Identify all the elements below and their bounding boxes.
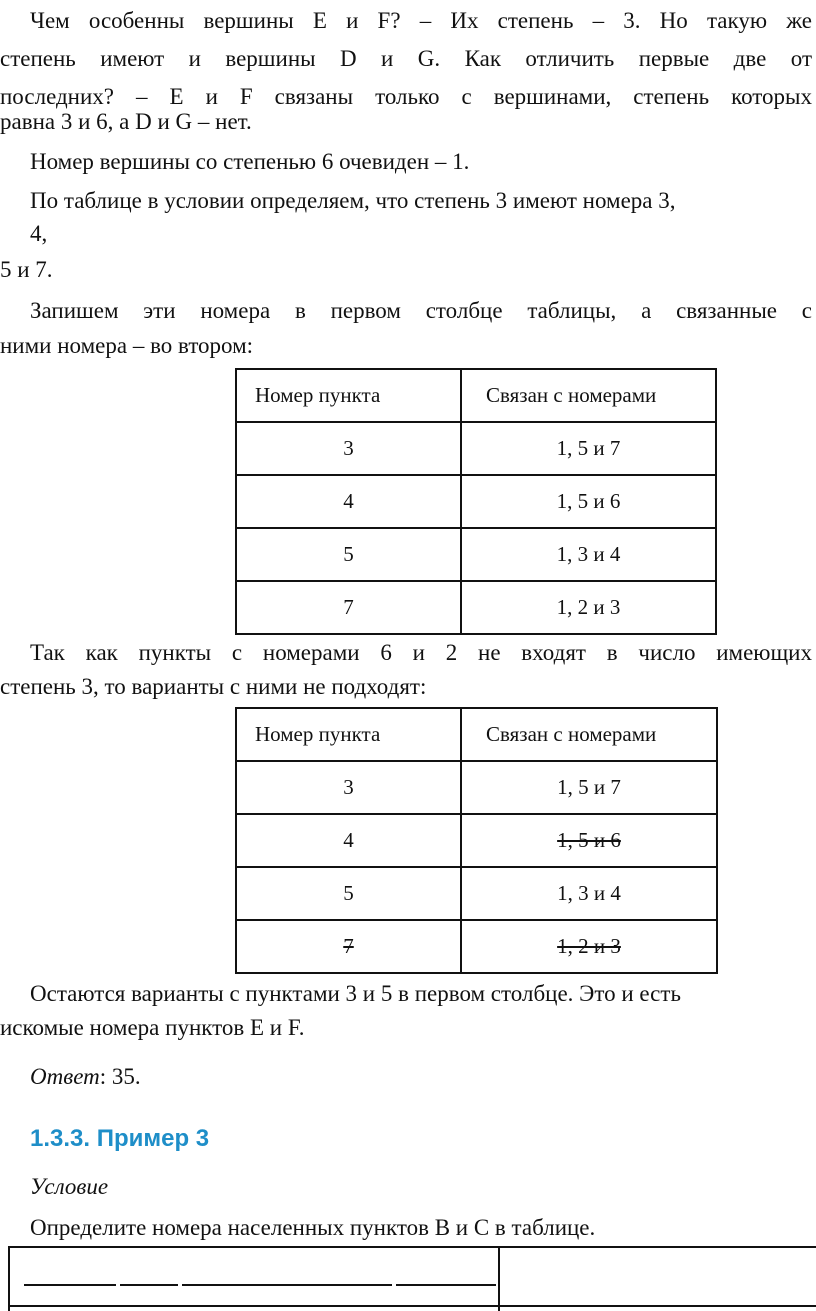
table-cell: 1, 2 и 3 (461, 581, 716, 634)
table-cell: 7 (236, 581, 461, 634)
answer-label: Ответ (30, 1064, 100, 1089)
table-bottom-border (10, 1305, 816, 1307)
table-cell: 1, 5 и 6 (461, 475, 716, 528)
table-cell: 4 (236, 475, 461, 528)
blank-underline (120, 1284, 178, 1286)
paragraph-line: 4, (30, 221, 48, 246)
paragraph-line: последних? – E и F связаны только с вершинами, степень которых (0, 84, 812, 109)
table-row (236, 867, 717, 920)
table-header-cell: Номер пункта (236, 369, 461, 422)
blank-underline (182, 1284, 392, 1286)
task-text: Определите номера населенных пунктов B и C в таблице. (30, 1215, 596, 1240)
partial-table (8, 1246, 816, 1311)
paragraph-line: равна 3 и 6, а D и G – нет. (0, 109, 252, 134)
table-row (236, 920, 717, 973)
answer-value: : 35. (99, 1064, 141, 1089)
table-row (236, 581, 716, 634)
paragraph-line: искомые номера пунктов E и F. (0, 1015, 305, 1040)
table-cell: 1, 3 и 4 (461, 528, 716, 581)
table-cell: 4 (236, 814, 461, 867)
blank-underline (24, 1284, 116, 1286)
table-header-cell: Связан с номерами (461, 369, 716, 422)
struck-out-value: 1, 2 и 3 (557, 934, 621, 958)
table-cell (236, 920, 461, 973)
table-row (236, 528, 716, 581)
table-cell: 3 (236, 761, 461, 814)
table-row (236, 814, 717, 867)
table-cell: 3 (236, 422, 461, 475)
paragraph-line: По таблице в условии определяем, что степень 3 имеют номера 3, (30, 188, 676, 213)
answer-line (30, 1058, 816, 1096)
table-row (236, 761, 717, 814)
table-cell: 1, 5 и 7 (461, 422, 716, 475)
paragraph-line: степень имеют и вершины D и G. Как отличить первые две от (0, 46, 812, 71)
paragraph-line: Остаются варианты с пунктами 3 и 5 в первом столбце. Это и есть (30, 981, 681, 1006)
blank-underline (396, 1284, 496, 1286)
table-cell: 1, 5 и 7 (461, 761, 717, 814)
struck-out-value: 7 (343, 934, 354, 958)
table-cell (461, 814, 717, 867)
vertex-table-1 (235, 368, 717, 635)
condition-label: Условие (30, 1174, 109, 1199)
table-cell (461, 920, 717, 973)
table-cell: 5 (236, 867, 461, 920)
vertex-table-2 (235, 707, 718, 974)
paragraph-line: Номер вершины со степенью 6 очевиден – 1. (30, 149, 470, 174)
table-cell: 5 (236, 528, 461, 581)
table-row (236, 422, 716, 475)
paragraph-line: Запишем эти номера в первом столбце таблицы, а связанные с (30, 298, 812, 323)
table-header-cell: Номер пункта (236, 708, 461, 761)
table-header-cell: Связан с номерами (461, 708, 717, 761)
table-row (236, 475, 716, 528)
paragraph-line: степень 3, то варианты с ними не подходят: (0, 674, 427, 699)
table-divider (498, 1248, 500, 1311)
paragraph-line: ними номера – во втором: (0, 333, 254, 358)
section-heading: 1.3.3. Пример 3 (30, 1125, 210, 1152)
table-cell: 1, 3 и 4 (461, 867, 717, 920)
paragraph-line: 5 и 7. (0, 257, 53, 282)
struck-out-value: 1, 5 и 6 (557, 828, 621, 852)
paragraph-line: Чем особенны вершины E и F? – Их степень – 3. Но такую же (30, 8, 812, 33)
paragraph-line: Так как пункты с номерами 6 и 2 не входят в число имеющих (30, 640, 812, 665)
